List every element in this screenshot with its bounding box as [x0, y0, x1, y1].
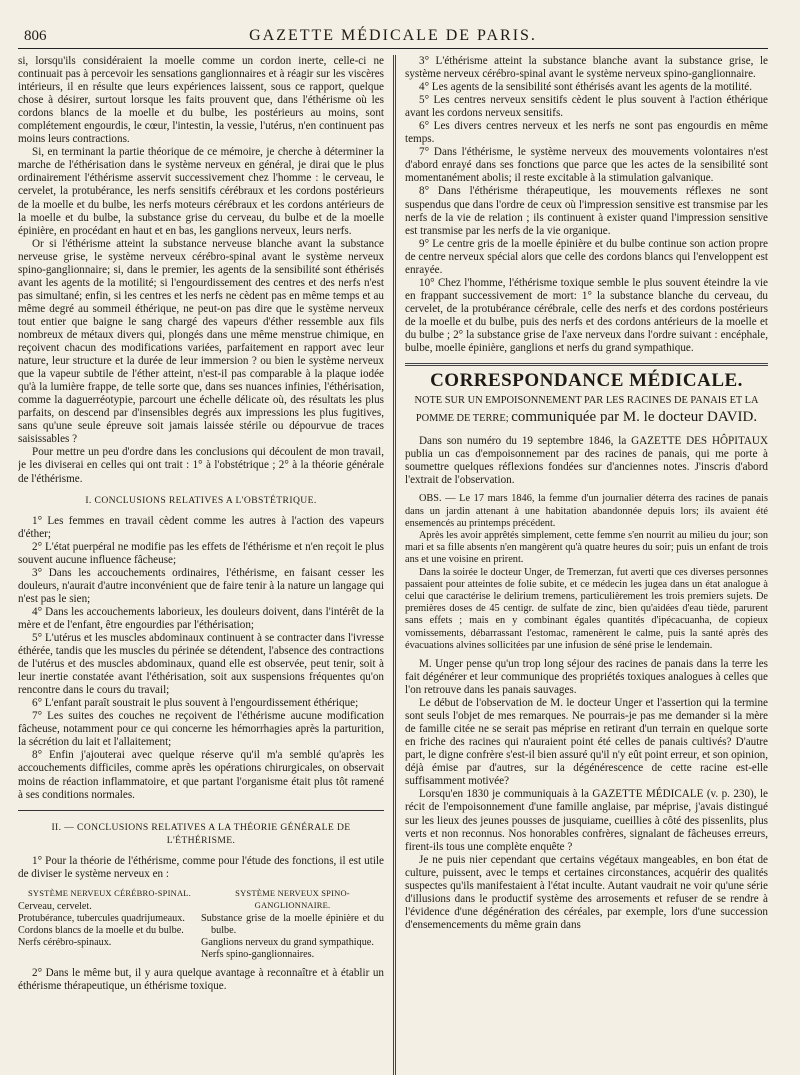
table-cell: Ganglions nerveux du grand sympathique.: [201, 936, 374, 948]
page-header: [18, 24, 768, 49]
conclusion-item: 8° Dans l'éthérisme thérapeutique, les mouvements réflexes ne sont suspendus que dans l'ordre de ceux où l'impression sensitive est transmise par les nerfs de la vie de relation ; ils continuent à exister quand l'impression sensitive est transmise par les nerfs de la vie organique.: [405, 185, 768, 237]
paragraph: M. Unger pense qu'un trop long séjour des racines de panais dans la terre les fait dégénérer et leur communique des propriétés toxiques analogues à celles que l'on retrouve dans les panais sauvages.: [405, 657, 768, 697]
conclusion-item: 5° Les centres nerveux sensitifs cèdent le plus souvent à l'action éthérique avant les cordons nerveux sensitifs.: [405, 94, 768, 120]
conclusion-item: 2° L'état puerpéral ne modifie pas les effets de l'éthérisme et n'en reçoit le plus souvent aucune influence fâcheuse;: [18, 540, 384, 566]
section-heading: II. — CONCLUSIONS RELATIVES A LA THÉORIE GÉNÉRALE DE L'ÉTHÉRISME.: [51, 821, 351, 846]
paragraph: Je ne puis nier cependant que certains végétaux mangeables, en bon état de culture, puissent, avec le temps et certaines circonstances, acquérir des qualités suspectes qu'ils manifestaient à l'état inculte. Autant vaudrait ne voir qu'une série d'illusions dans le productif système des arrosements et refuser de se rendre à l'évidence d'une dégénération des céréales, par exemple, lors d'une succession d'ensemencements du même grain dans: [405, 853, 768, 931]
conclusion-item: 3° Dans les accouchements ordinaires, l'éthérisme, en faisant cesser les douleurs, n'aurait d'autre inconvénient que de faire tenir à la nature un langage qui n'est pas le sien;: [18, 566, 384, 605]
observation-paragraph: OBS. — Le 17 mars 1846, la femme d'un journalier déterra des racines de panais dans un jardin attenant à une habitation abandonnée depuis lors; ils avaient été ensemencés au printemps précédent.: [405, 493, 768, 529]
observation-paragraph: Dans la soirée le docteur Unger, de Tremerzan, fut averti que ces diverses personnes passaient pour atteintes de folie subite, et ce médecin les jugea dans un état analogue à celui que caractérise le delirium tremens, particulièrement les trois premiers sujets. De premières doses de 45 centigr. de sulfate de zinc, bien qu'aidées d'eau tiède, parurent sans effets ; mais en y combinant égales quantités d'ipécacuanha, de copieux vomissements, débarrassant l'estomac, ramenèrent le calme, puis la santé après des évacuations alvines sollicitées par une infusion de séné prise le lendemain.: [405, 566, 768, 651]
table-cell: Cerveau, cervelet.: [18, 900, 92, 912]
conclusion-item: 1° Pour la théorie de l'éthérisme, comme pour l'étude des fonctions, il est utile de diviser le système nerveux en :: [18, 854, 384, 880]
paragraph: Pour mettre un peu d'ordre dans les conclusions qui découlent de mon travail, je les diviserai en celles qui ont trait : 1° à l'obstétrique ; 2° à la théorie générale de l'éthérisme.: [18, 446, 384, 485]
conclusion-item: 4° Les agents de la sensibilité sont éthérisés avant les agents de la motilité.: [419, 81, 753, 94]
conclusion-item: 4° Dans les accouchements laborieux, les douleurs doivent, dans l'intérêt de la mère et de l'enfant, être engourdies par l'éthérisation;: [18, 605, 384, 631]
conclusion-item: 1° Les femmes en travail cèdent comme les autres à l'action des vapeurs d'éther;: [18, 514, 384, 540]
section-heading: I. CONCLUSIONS RELATIVES A L'OBSTÉTRIQUE.: [85, 494, 317, 506]
paragraph: Dans son numéro du 19 septembre 1846, la GAZETTE DES HÔPITAUX publia un cas d'empoisonnement par des racines de panais, qui me porte à soumettre quelques réflexions fondées sur d'anciennes notes. J'inscris d'abord l'extrait de l'observation.: [405, 435, 768, 487]
article-heading-part: NOTE SUR UN EMPOISONNEMENT PAR LES RACINES DE PANAIS ET LA POMME DE TERRE;: [414, 395, 759, 425]
divider: [18, 810, 384, 811]
journal-title: GAZETTE MÉDICALE DE PARIS.: [249, 27, 537, 44]
conclusion-item: 3° L'éthérisme atteint la substance blanche avant la substance grise, le système nerveux cérébro-spinal avant le système nerveux spino-ganglionnaire.: [405, 55, 768, 81]
paragraph: Lorsqu'en 1830 je communiquais à la GAZETTE MÉDICALE (v. p. 230), le récit de l'empoisonnement d'une famille anglaise, par méprise, j'avais distingué sur les lieux des jeunes pousses de jusquiame, cueillies à côté des pissenlits, plus verts et non reconnus. Nos honorables confrères, signalant de fâcheuses erreurs, firent-ils tous une complète enquête ?: [405, 788, 768, 853]
article-author: communiquée par M. le docteur DAVID.: [511, 409, 758, 426]
right-column: [393, 55, 768, 1075]
conclusion-item: 8° Enfin j'ajouterai avec quelque réserve qu'il m'a semblé qu'après les accouchements difficiles, comme après les opérations chirurgicales, on observait moins de réaction inflammatoire, et que partant l'organisme était plus tôt ramené à ses conditions normales.: [18, 749, 384, 801]
page-number: 806: [24, 28, 47, 44]
paragraph: Si, en terminant la partie théorique de ce mémoire, je cherche à déterminer la marche de l'éthérisation dans le système nerveux en général, je dirai que le plus ordinairement l'éthérisme asservit successivement chez l'homme : le cerveau, le cervelet, la protubérance, les nerfs sensitifs cérébraux et les cordons postérieurs de la moelle et du bulbe, les nerfs moteurs cérébraux et les cordons antérieurs de la moelle et du bulbe, la substance grise du cerveau, du bulbe et de la moelle épinière, en procédant en haut et en bas, les ganglions nerveux, leurs nerfs.: [18, 146, 384, 237]
nervous-system-table: [18, 887, 384, 961]
conclusion-item: 9° Le centre gris de la moelle épinière et du bulbe continue son action propre de centre nerveux spécial alors que celle des cordons blancs qui l'enveloppent est enrayée.: [405, 237, 768, 276]
conclusion-item: 6° L'enfant paraît soustrait le plus souvent à l'engourdissement éthérique;: [32, 697, 359, 710]
table-header: SYSTÈME NERVEUX SPINO-GANGLIONNAIRE.: [235, 887, 350, 910]
conclusion-item: 2° Dans le même but, il y aura quelque avantage à reconnaître et à établir un éthérisme thérapeutique, un éthérisme toxique.: [18, 966, 384, 992]
paragraph: si, lorsqu'ils considéraient la moelle comme un cordon inerte, celle-ci ne continuait pas à percevoir les sensations ganglionnaires et à réagir sur les viscères intérieurs, il en résulte que leurs expériences laissent, sous ce rapport, quelque chose à désirer, surtout lorsque les faits prouvent que, dans l'éthérisme où les cordons blancs de la moelle et du bulbe, les postérieurs au moins, sont complétement engourdis, le cœur, l'intestin, la vessie, l'utérus, n'en continuent pas moins leurs contractions.: [18, 55, 384, 146]
conclusion-item: 7° Dans l'éthérisme, le système nerveux des mouvements volontaires n'est d'abord enrayé dans ses fonctions que parce que les actes de la sensibilité sont momentanément abolis; il reste excitable à la stimulation galvanique.: [405, 146, 768, 185]
left-column: [18, 55, 393, 1075]
table-cell: Substance grise de la moelle épinière et du bulbe.: [201, 912, 384, 936]
table-cell: Nerfs spino-ganglionnaires.: [201, 948, 315, 960]
table-column-spino-ganglionnaire: [201, 887, 384, 961]
paragraph: Or si l'éthérisme atteint la substance nerveuse blanche avant la substance nerveuse grise, le système nerveux cérébro-spinal avant le système nerveux spino-ganglionnaire; si, dans le premier, les agents de la sensibilité sont éthérisés avant les agents de la motilité; si l'engourdissement des centres et des nerfs n'est pas simultané; enfin, si les centres et les nerfs ne cèdent pas en même temps et au même degré au sommeil éthérique, ne peut-on pas dire que le système nerveux tout entier que baigne le sang chargé des vapeurs d'éther ressemble aux fils nombreux de métaux divers qui, plongés dans une même menstrue chimique, en reçoivent chacun des modifications variées, parfaitement en rapport avec leur nature, leur structure et la durée de leur immersion ? ou bien le système nerveux que la vapeur subtile de l'éther atteint, n'est-il pas comparable à la plaque iodée qu'à la lumière frappe, de telle sorte que, dans ses nuances infinies, l'éthérisation, comme la daguerréotypie, parcourt une échelle délicate où, des résultats les plus parfaits, on descend par d'insensibles degrés aux impressions les plus fugitives, sans qu'une seule épreuve soit jamais laissée stérile ou dépourvue de traces saisissables ?: [18, 237, 384, 446]
table-cell: Cordons blancs de la moelle et du bulbe.: [18, 924, 184, 936]
section-title: CORRESPONDANCE MÉDICALE.: [430, 370, 743, 392]
observation-paragraph: Après les avoir apprêtés simplement, cette femme s'en nourrit au milieu du jour; son mari et sa fille absents n'en mangèrent qu'à quatre heures du soir; puis un enfant de trois ans et une voisine en prirent.: [405, 529, 768, 566]
conclusion-item: 6° Les divers centres nerveux et les nerfs ne sont pas engourdis en même temps.: [405, 120, 768, 146]
paragraph: Le début de l'observation de M. le docteur Unger et l'assertion qui la termine sont seuls l'objet de mes remarques. Ne pourrais-je pas me demander si la mère de famille citée ne se serait pas méprise en retirant d'un terrain en quelque sorte en friche des racines qui n'auraient point été celles de panais cultivés? D'autre part, le digne confrère s'est-il bien assuré qu'il n'y eût point erreur, et son opinion, déjà émise par d'autres, sur la dégénérescence de cette racine est-elle suffisamment motivée?: [405, 697, 768, 788]
table-header: SYSTÈME NERVEUX CÉRÉBRO-SPINAL.: [27, 887, 191, 898]
table-cell: Nerfs cérébro-spinaux.: [18, 936, 112, 948]
two-columns: [18, 55, 768, 1075]
conclusion-item: 7° Les suites des couches ne reçoivent de l'éthérisme aucune modification fâcheuse, notamment pour ce qui concerne les hémorrhagies après la parturition, la sécrétion du lait et l'allaitement;: [18, 710, 384, 749]
table-column-cerebro-spinal: [18, 887, 201, 961]
conclusion-item: 10° Chez l'homme, l'éthérisme toxique semble le plus souvent éteindre la vie en frappant successivement de mort: 1° la substance blanche du cerveau, du cervelet, de la protubérance cérébrale, celle des nerfs et des cordons postérieurs de la moelle et du bulbe, puis des nerfs et des cordons antérieurs de la moelle et du bulbe ; 2° la substance grise de l'axe nerveux dans l'ordre suivant : encéphale, bulbe, moelle épinière, ganglions et nerfs du grand sympathique.: [405, 276, 768, 355]
conclusion-item: 5° L'utérus et les muscles abdominaux continuent à se contracter dans l'ivresse éthérée, tandis que les muscles du périnée se détendent, l'absence des contractions de l'utérus et des muscles abdominaux, quand elle est observée, peut tenir, soit à leur inertie constatée avant l'éthérisation, soit aux suspensions fréquentes qu'on rencontre dans le cours du travail;: [18, 632, 384, 697]
table-cell: Protubérance, tubercules quadrijumeaux.: [18, 912, 185, 924]
divider: [405, 363, 768, 366]
article-heading: [409, 393, 764, 427]
